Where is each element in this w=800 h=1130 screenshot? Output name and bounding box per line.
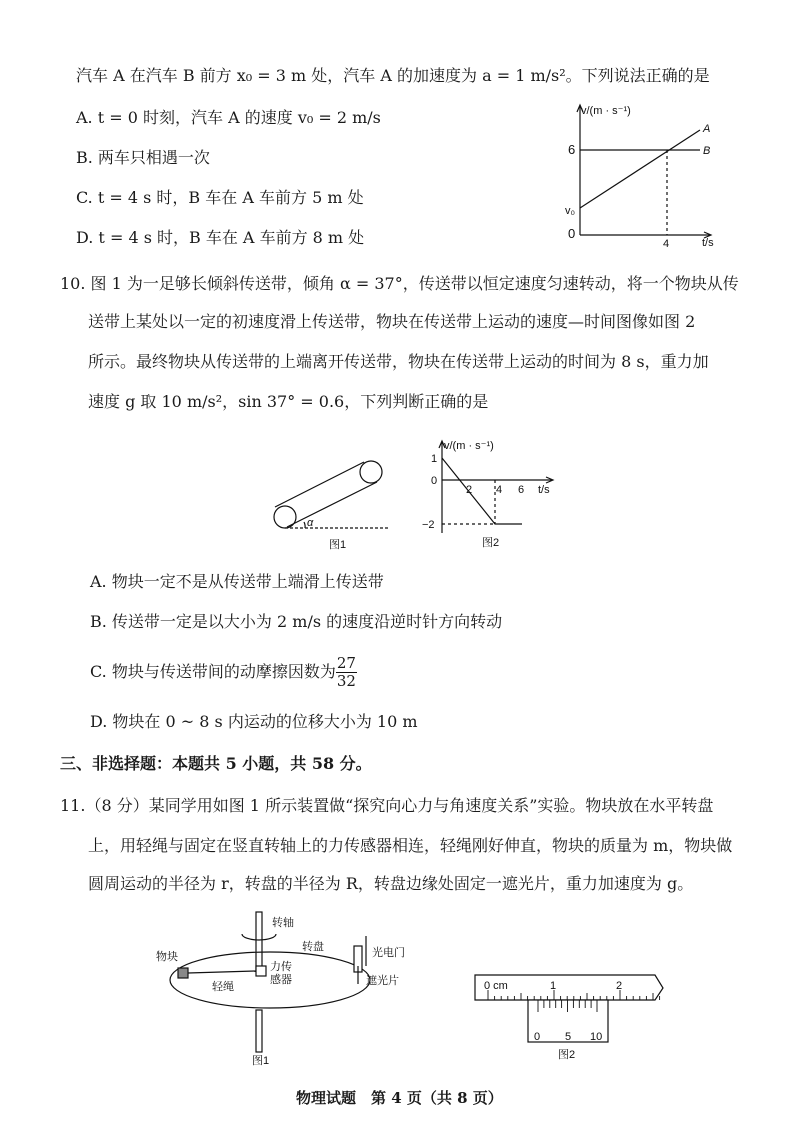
q11-fig2-vernier-label-5: 5: [565, 1031, 572, 1043]
q11-fig2-vernier-label-0: 0: [534, 1031, 541, 1043]
q10-fig1-caption: 图1: [329, 539, 347, 551]
q10-fig2-yneg2: −2: [422, 519, 435, 531]
q10-option-c: [90, 652, 357, 692]
q11-fig1-disk-label: 转盘: [302, 941, 324, 953]
q11-stem-line-2: 上，用轻绳与固定在竖直转轴上的力传感器相连，轻绳刚好伸直，物块的质量为 m，物块做: [88, 836, 733, 855]
q11-stem-line-1: 11.（8 分）某同学用如图 1 所示装置做“探究向心力与角速度关系”实验。物块放在水平转盘: [60, 796, 714, 815]
q11-stem-line-3: 圆周运动的半径为 r，转盘的半径为 R，转盘边缘处固定一遮光片，重力加速度为 g。: [88, 874, 694, 893]
q9-graph-x4: 4: [663, 238, 670, 250]
q10-fig2-y0: 0: [431, 475, 438, 487]
q10-stem-line-3: 所示。最终物块从传送带的上端离开传送带，物块在传送带上运动的时间为 8 s，重力加: [88, 352, 709, 371]
q10-fig2-xlabel: t/s: [538, 484, 550, 496]
q10-fig2-caption: 图2: [482, 537, 500, 549]
q9-option-b: B. 两车只相遇一次: [76, 148, 210, 167]
q11-fig2-main-label-1: 1: [550, 980, 557, 992]
q10-fraction-numerator: 27: [336, 654, 356, 672]
q9-option-d: D. t = 4 s 时，B 车在 A 车前方 8 m 处: [76, 228, 365, 247]
q11-fig1-shade-label: 遮光片: [366, 975, 399, 987]
q11-fig1-axis-label: 转轴: [272, 917, 294, 929]
q11-fig2-vernier-caliper: [470, 970, 680, 1065]
q9-graph-yv0: v₀: [565, 205, 576, 217]
q11-fig2-main-label-2: 2: [616, 980, 623, 992]
q9-graph-label-b: B: [703, 145, 711, 157]
q9-vt-graph: [550, 100, 720, 250]
q10-option-d: D. 物块在 0 ~ 8 s 内运动的位移大小为 10 m: [90, 712, 418, 731]
q10-option-a: A. 物块一定不是从传送带上端滑上传送带: [90, 572, 384, 591]
q11-fig1-block-label: 物块: [156, 951, 178, 963]
q10-fig1-belt-bottom: [287, 482, 377, 527]
q10-fig1-pulley-top: [360, 461, 382, 483]
section-3-heading: 三、非选择题：本题共 5 小题，共 58 分。: [60, 754, 372, 773]
q10-fig1-conveyor: [265, 450, 405, 555]
q10-fig2-velocity-line: [442, 458, 525, 524]
q10-fig1-belt-top: [275, 462, 364, 507]
q11-fig1-rope: [188, 971, 256, 973]
q11-fig1-sensor: [256, 966, 266, 976]
q10-fig1-angle-arc: [304, 522, 305, 528]
q11-fig2-caption: 图2: [558, 1049, 576, 1061]
q9-graph-origin: 0: [568, 226, 576, 241]
q10-fig1-alpha: α: [307, 517, 314, 529]
q9-graph-label-a: A: [703, 123, 711, 135]
q11-fig1-rope-label: 轻绳: [212, 981, 234, 993]
q10-fig2-x4: 4: [496, 484, 503, 496]
q10-fraction-denominator: 32: [336, 672, 356, 690]
q11-fig1-apparatus: [150, 910, 420, 1070]
q11-fig2-main-label-0cm: 0 cm: [484, 980, 508, 992]
q10-fig2-vt-graph: [422, 438, 562, 553]
q11-fig1-gate-label: 光电门: [372, 947, 405, 959]
page-footer: 物理试题 第 4 页（共 8 页）: [296, 1089, 503, 1107]
q11-fig1-shaft-bottom: [256, 1010, 262, 1052]
q11-fig1-sensor-label-1: 力传: [270, 961, 292, 973]
q10-fig2-ylabel: v/(m · s⁻¹): [444, 440, 494, 452]
q10-fig1-pulley-bottom: [274, 506, 296, 528]
q11-fig1-block: [178, 968, 188, 978]
q10-fig2-y1: 1: [431, 453, 438, 465]
q10-fig2-x2: 2: [466, 484, 473, 496]
q11-fig1-caption: 图1: [252, 1055, 270, 1067]
q11-fig2-main-ticks: [488, 990, 660, 1000]
q9-graph-y6: 6: [568, 142, 576, 157]
q10-option-c-text: C. 物块与传送带间的动摩擦因数为: [90, 662, 336, 681]
q9-option-a: A. t = 0 时刻，汽车 A 的速度 v₀ = 2 m/s: [76, 108, 381, 127]
q10-stem-line-4: 速度 g 取 10 m/s²，sin 37° = 0.6，下列判断正确的是: [88, 392, 489, 411]
q11-fig2-vernier-label-10: 10: [590, 1031, 603, 1043]
q9-stem: 汽车 A 在汽车 B 前方 x₀ = 3 m 处，汽车 A 的加速度为 a = 1 m/s²。下列说法正确的是: [76, 66, 710, 85]
q9-line-a: [580, 130, 700, 208]
q9-graph-xlabel: t/s: [702, 237, 714, 249]
q10-option-b: B. 传送带一定是以大小为 2 m/s 的速度沿逆时针方向转动: [90, 612, 503, 631]
q10-option-c-fraction: [336, 655, 357, 690]
q10-stem-line-2: 送带上某处以一定的初速度滑上传送带，物块在传送带上运动的速度—时间图像如图 2: [88, 312, 696, 331]
q10-fig2-x6: 6: [518, 484, 525, 496]
q11-fig1-shaft-top: [256, 912, 262, 970]
q9-graph-ylabel: v/(m · s⁻¹): [581, 105, 631, 117]
q11-fig1-sensor-label-2: 感器: [270, 974, 292, 986]
q9-option-c: C. t = 4 s 时，B 车在 A 车前方 5 m 处: [76, 188, 364, 207]
q10-stem-line-1: 10. 图 1 为一足够长倾斜传送带，倾角 α = 37°，传送带以恒定速度匀速转动，将一个物块从传: [60, 274, 739, 293]
